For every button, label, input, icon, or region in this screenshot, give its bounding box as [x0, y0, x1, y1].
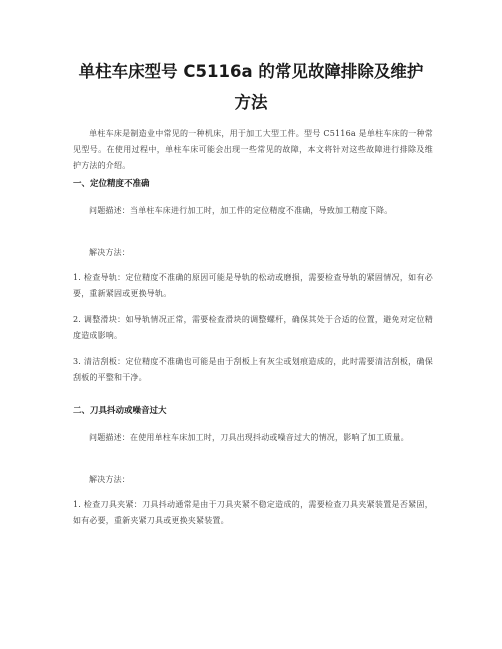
section-1-item-3 [73, 354, 433, 386]
section-2-heading: 二、刀具抖动或噪音过大 [73, 406, 167, 416]
section-1-item-2-text: 2. 调整滑块：如导轨情况正常，需要检查滑块的调整螺杆，确保其处于合适的位置，避免对定位精度造成影响。 [73, 315, 433, 340]
section-1-problem [73, 203, 433, 219]
section-1-heading: 一、定位精度不准确 [73, 179, 150, 189]
section-2-solution-label [73, 472, 433, 488]
section-2-item-1-text: 1. 检查刀具夹紧：刀具抖动通常是由于刀具夹紧不稳定造成的，需要检查刀具夹紧装置是否紧固，如有必要，重新夹紧刀具或更换夹紧装置。 [73, 500, 433, 525]
section-1-item-3-text: 3. 清洁刮板：定位精度不准确也可能是由于刮板上有灰尘或划痕造成的，此时需要清洁刮板，确保刮板的平整和干净。 [73, 357, 433, 382]
section-2-item-1 [73, 497, 433, 529]
section-1-solution-label [73, 245, 433, 261]
intro-paragraph [73, 126, 433, 174]
section-1-item-2 [73, 312, 433, 344]
document-title-line-1: 单柱车床型号 C5116a 的常见故障排除及维护 [78, 62, 424, 81]
section-1-item-1 [73, 270, 433, 302]
section-1-item-1-text: 1. 检查导轨：定位精度不准确的原因可能是导轨的松动或磨损，需要检查导轨的紧固情况，如有必要，重新紧固或更换导轨。 [73, 273, 433, 298]
section-2-problem [73, 430, 433, 446]
section-1-solution-label-text: 解决方法： [89, 248, 130, 257]
section-2-solution-label-text: 解决方法： [89, 475, 130, 484]
section-2-problem-text: 问题描述：在使用单柱车床加工时，刀具出现抖动或噪音过大的情况，影响了加工质量。 [89, 433, 409, 442]
intro-text: 单柱车床是制造业中常见的一种机床，用于加工大型工件。型号 C5116a 是单柱车床的一种常见型号。在使用过程中，单柱车床可能会出现一些常见的故障，本文将针对这些故障进行排除及维护方法的介绍。 [73, 129, 433, 170]
document-title-line-2: 方法 [234, 93, 268, 112]
section-1-problem-text: 问题描述：当单柱车床进行加工时，加工件的定位精度不准确，导致加工精度下降。 [89, 206, 393, 215]
